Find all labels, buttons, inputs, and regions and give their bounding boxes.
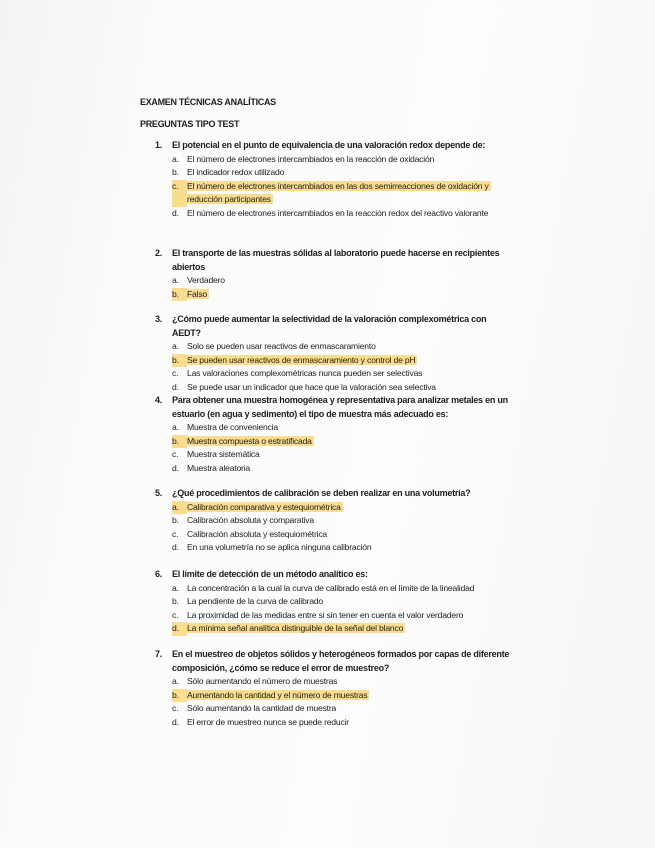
- answer-option: [172, 716, 515, 730]
- option-letter: b.: [172, 515, 179, 526]
- option-letter: b.: [172, 167, 179, 178]
- option-text: Se pueden usar reactivos de enmascaramiento y control de pH: [187, 354, 416, 365]
- question-number: 4.: [155, 395, 163, 405]
- answer-option-highlighted: [172, 180, 515, 207]
- answer-option-highlighted: [172, 501, 515, 515]
- answer-option: [172, 274, 515, 288]
- answer-option: [172, 448, 515, 462]
- answer-option: [172, 340, 515, 354]
- option-letter: a.: [172, 582, 179, 593]
- option-text: Calibración absoluta y comparativa: [187, 515, 314, 526]
- option-text: Verdadero: [187, 275, 225, 286]
- section-title: PREGUNTAS TIPO TEST: [140, 119, 240, 129]
- answer-option: [172, 595, 515, 609]
- answer-option-highlighted: [172, 689, 515, 703]
- option-letter: b.: [172, 354, 187, 368]
- option-text: Muestra de conveniencia: [187, 422, 278, 433]
- option-text: Las valoraciones complexométricas nunca pueden ser selectivas: [187, 368, 423, 379]
- option-text: Muestra compuesta o estratificada: [187, 435, 312, 446]
- answer-option: [172, 609, 515, 623]
- question-number: 1.: [155, 140, 163, 150]
- option-text: Muestra sistemática: [187, 449, 260, 460]
- question-7: [155, 648, 515, 730]
- option-text: Sólo aumentando el número de muestras: [187, 676, 338, 687]
- option-letter: d.: [172, 622, 187, 636]
- question-number: 7.: [155, 649, 163, 659]
- option-letter: b.: [172, 288, 187, 302]
- answer-option: [172, 153, 515, 167]
- option-text: Sólo aumentando la cantidad de muestra: [187, 703, 337, 714]
- option-text: Calibración comparativa y estequiométrica: [187, 501, 341, 512]
- answer-option: [172, 367, 515, 381]
- option-text: El número de electrones intercambiados en la reacción redox del reactivo valorante: [187, 207, 489, 218]
- option-text: Muestra aleatoria: [187, 462, 250, 473]
- answer-option-highlighted: [172, 435, 515, 449]
- question-6: [155, 568, 515, 636]
- question-text: ¿Cómo puede aumentar la selectividad de la valoración complexométrica con AEDT?: [172, 314, 487, 338]
- option-letter: a.: [172, 501, 187, 515]
- answer-option-highlighted: [172, 622, 515, 636]
- option-text: El indicador redox utilizado: [187, 167, 285, 178]
- question-text: Para obtener una muestra homogénea y representativa para analizar metales en un estuario (en agua y sedimento) el tipo de muestra más adecuado es:: [172, 395, 508, 419]
- option-text: El error de muestreo nunca se puede reducir: [187, 716, 349, 727]
- question-text: ¿Qué procedimientos de calibración se deben realizar en una volumetría?: [172, 488, 471, 498]
- answer-option-highlighted: [172, 354, 515, 368]
- option-text: La concentración a la cual la curva de calibrado está en el límite de la linealidad: [187, 582, 475, 593]
- question-1: [155, 139, 515, 221]
- question-text: El potencial en el punto de equivalencia de una valoración redox depende de:: [172, 140, 486, 150]
- answer-option: [172, 675, 515, 689]
- answer-option: [172, 381, 515, 395]
- answer-option: [172, 528, 515, 542]
- option-letter: c.: [172, 368, 179, 379]
- option-text: Solo se pueden usar reactivos de enmascaramiento: [187, 341, 376, 352]
- answer-option: [172, 514, 515, 528]
- option-text: En una volumetría no se aplica ninguna calibración: [187, 542, 372, 553]
- option-letter: d.: [172, 716, 179, 727]
- question-number: 3.: [155, 314, 163, 324]
- option-text: La proximidad de las medidas entre si sin tener en cuenta el valor verdadero: [187, 609, 464, 620]
- question-2: [155, 247, 515, 301]
- option-text: El número de electrones intercambiados en las dos semirreacciones de oxidación y reducción participantes: [187, 180, 489, 205]
- option-text: La pendiente de la curva de calibrado: [187, 596, 323, 607]
- option-text: Aumentando la cantidad y el número de muestras: [187, 689, 368, 700]
- question-number: 5.: [155, 488, 163, 498]
- option-letter: b.: [172, 689, 187, 703]
- option-letter: a.: [172, 341, 179, 352]
- question-text: En el muestreo de objetos sólidos y heterogéneos formados por capas de diferente composición, ¿cómo se reduce el error de muestreo?: [172, 649, 510, 673]
- option-letter: c.: [172, 449, 179, 460]
- option-letter: a.: [172, 422, 179, 433]
- answer-option: [172, 582, 515, 596]
- answer-option: [172, 462, 515, 476]
- option-letter: c.: [172, 609, 179, 620]
- option-letter: a.: [172, 153, 179, 164]
- option-letter: a.: [172, 275, 179, 286]
- answer-option-highlighted: [172, 288, 515, 302]
- option-text: La mínima señal analítica distinguible de la señal del blanco: [187, 623, 404, 634]
- option-text: Calibración absoluta y estequiométrica: [187, 528, 328, 539]
- question-number: 6.: [155, 569, 163, 579]
- option-text: Falso: [187, 288, 208, 299]
- answer-option: [172, 541, 515, 555]
- option-letter: d.: [172, 207, 179, 218]
- question-number: 2.: [155, 248, 163, 258]
- option-letter: a.: [172, 676, 179, 687]
- question-4: [155, 394, 515, 476]
- answer-option: [172, 421, 515, 435]
- question-text: El límite de detección de un método analítico es:: [172, 569, 368, 579]
- option-letter: c.: [172, 703, 179, 714]
- answer-option: [172, 166, 515, 180]
- option-letter: d.: [172, 542, 179, 553]
- answer-option: [172, 207, 515, 221]
- question-5: [155, 487, 515, 555]
- question-text: El transporte de las muestras sólidas al laboratorio puede hacerse en recipientes abiertos: [172, 248, 500, 272]
- option-letter: d.: [172, 462, 179, 473]
- option-letter: c.: [172, 528, 179, 539]
- exam-title: EXAMEN TÉCNICAS ANALÍTICAS: [140, 97, 276, 107]
- option-text: Se puede usar un indicador que hace que la valoración sea selectiva: [187, 381, 436, 392]
- answer-option: [172, 702, 515, 716]
- option-letter: d.: [172, 381, 179, 392]
- option-letter: c.: [172, 180, 187, 207]
- option-letter: b.: [172, 435, 187, 449]
- question-3: [155, 313, 515, 395]
- option-text: El número de electrones intercambiados en la reacción de oxidación: [187, 153, 435, 164]
- option-letter: b.: [172, 596, 179, 607]
